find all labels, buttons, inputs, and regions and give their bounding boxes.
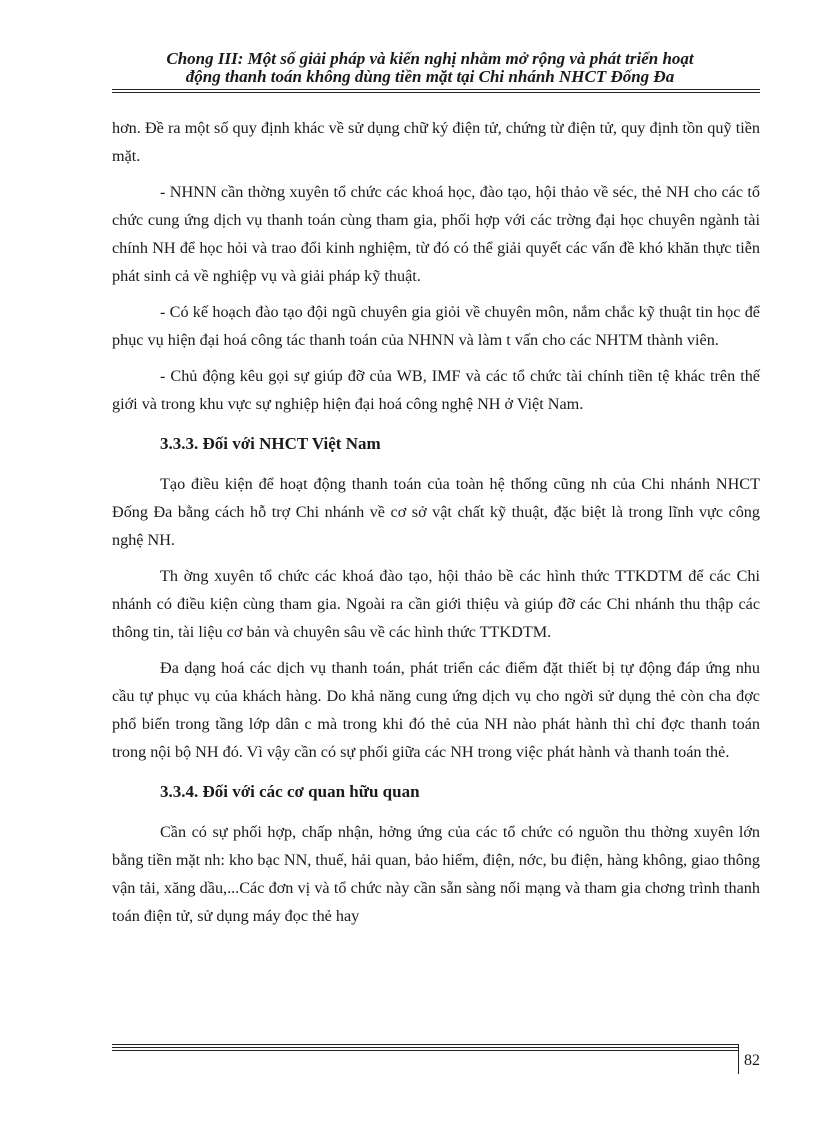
header-line-2: động thanh toán không dùng tiền mặt tại Chi nhánh NHCT Đống Đa xyxy=(185,67,675,86)
paragraph: Th ờng xuyên tổ chức các khoá đào tạo, hội thảo bề các hình thức TTKDTM để các Chi nhánh có điều kiện cùng tham gia. Ngoài ra cần giới thiệu và giúp đỡ các Chi nhánh thu thập các thông tin, tài liệu cơ bản và chuyên sâu về các hình thức TTKDTM. xyxy=(112,567,760,641)
header-rule-1 xyxy=(112,89,760,90)
section-heading: 3.3.4. Đối với các cơ quan hữu quan xyxy=(160,782,420,801)
section-heading: 3.3.3. Đối với NHCT Việt Nam xyxy=(160,434,381,453)
page-number: 82 xyxy=(744,1052,760,1069)
paragraph: - NHNN cần thờng xuyên tổ chức các khoá học, đào tạo, hội thảo về séc, thẻ NH cho các tổ chức cung ứng dịch vụ thanh toán cùng tham gia, phối hợp với các trờng đại học chuyên ngành tài chính NH để học hỏi và trao đổi kinh nghiệm, từ đó có thể giải quyết các vấn đề khó khăn thực tiễn phát sinh cả về nghiệp vụ và giải pháp kỹ thuật. xyxy=(112,183,760,285)
running-header xyxy=(100,50,760,86)
paragraph: Tạo điều kiện để hoạt động thanh toán của toàn hệ thống cũng nh của Chi nhánh NHCT Đống Đa bằng cách hỗ trợ Chi nhánh về cơ sở vật chất kỹ thuật, đặc biệt là trong lĩnh vực công nghệ NH. xyxy=(112,475,760,549)
footer-rule-2 xyxy=(112,1047,738,1048)
paragraph: hơn. Đề ra một số quy định khác về sử dụng chữ ký điện tử, chứng từ điện tử, quy định tồn quỹ tiền mặt. xyxy=(112,119,760,165)
footer-rule-vertical xyxy=(738,1044,739,1074)
paragraph: - Chủ động kêu gọi sự giúp đỡ của WB, IMF và các tổ chức tài chính tiền tệ khác trên thế giới và trong khu vực sự nghiệp hiện đại hoá công nghệ NH ở Việt Nam. xyxy=(112,367,760,413)
header-line-1: Chong III: Một số giải pháp và kiến nghị nhằm mở rộng và phát triển hoạt xyxy=(166,49,694,68)
paragraph: Cần có sự phối hợp, chấp nhận, hởng ứng của các tổ chức có nguồn thu thờng xuyên lớn bằng tiền mặt nh: kho bạc NN, thuế, hải quan, bảo hiểm, điện, nớc, bu điện, hàng không, giao thông vận tải, xăng dầu,...Các đơn vị và tổ chức này cần sẵn sàng nối mạng và tham gia chơng trình thanh toán điện tử, sử dụng máy đọc thẻ hay xyxy=(112,823,760,925)
footer-rule-3 xyxy=(112,1050,738,1051)
paragraph: Đa dạng hoá các dịch vụ thanh toán, phát triển các điểm đặt thiết bị tự động đáp ứng nhu cầu tự phục vụ của khách hàng. Do khả năng cung ứng dịch vụ cho ngời sử dụng thẻ còn cha đợc phổ biến trong tầng lớp dân c mà trong khi đó thẻ của NH nào phát hành thì chỉ đợc thanh toán trong nội bộ NH đó. Vì vậy cần có sự phối giữa các NH trong việc phát hành và thanh toán thẻ. xyxy=(112,659,760,761)
paragraph: - Có kế hoạch đào tạo đội ngũ chuyên gia giỏi về chuyên môn, nắm chắc kỹ thuật tin học để phục vụ hiện đại hoá công tác thanh toán của NHNN và làm t vấn cho các NHTM thành viên. xyxy=(112,303,760,349)
header-rule-2 xyxy=(112,92,760,93)
footer-rule-1 xyxy=(112,1044,738,1045)
page-body xyxy=(112,114,760,938)
